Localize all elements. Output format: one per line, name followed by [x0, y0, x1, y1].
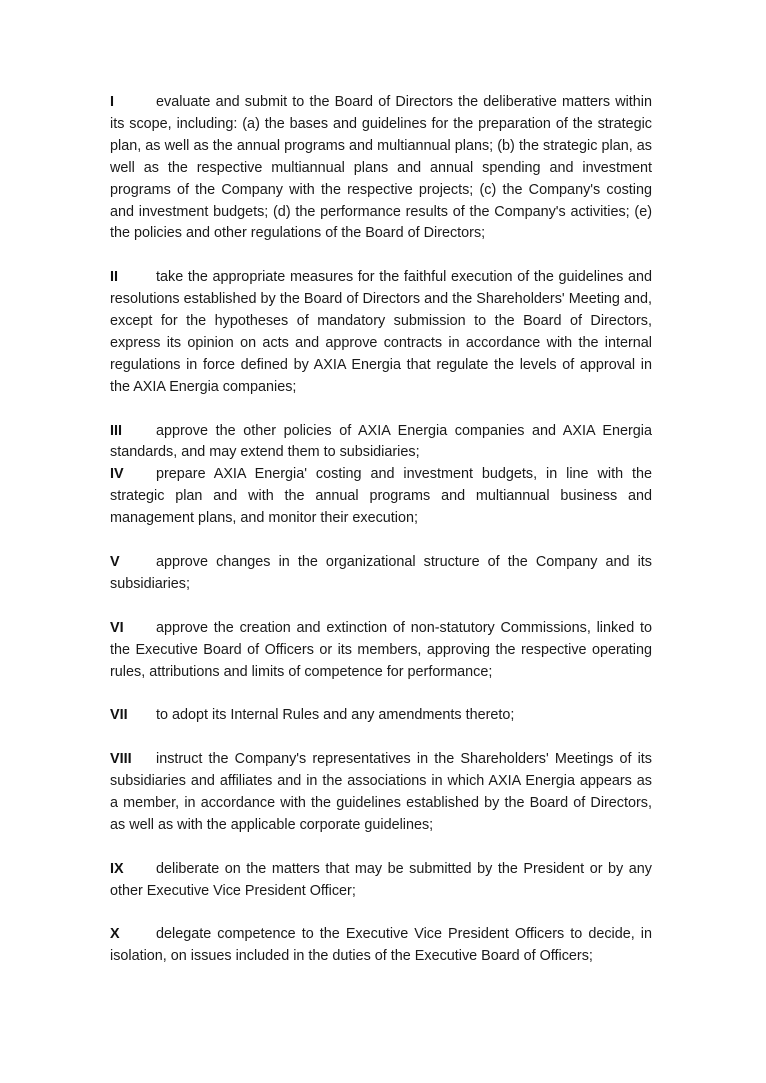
- clause-text: delegate competence to the Executive Vice President Officers to decide, in isolation, on issues included in the duties of the Executive Board of Officers;: [110, 926, 652, 965]
- clause-numeral: VIII: [110, 751, 132, 768]
- clause-text: approve changes in the organizational structure of the Company and its subsidiaries;: [110, 553, 652, 592]
- clause-x: [110, 924, 652, 968]
- clause-text: deliberate on the matters that may be submitted by the President or by any other Executive Vice President Officer;: [110, 860, 652, 899]
- clause-numeral: II: [110, 269, 118, 286]
- clause-vi: [110, 618, 652, 684]
- clause-numeral: IX: [110, 860, 124, 877]
- clause-vii: [110, 705, 652, 727]
- clause-text: approve the other policies of AXIA Energia companies and AXIA Energia standards, and may extend them to subsidiaries;: [110, 422, 652, 461]
- clause-viii: [110, 749, 652, 837]
- clause-numeral: X: [110, 926, 120, 943]
- clause-numeral: III: [110, 422, 122, 439]
- clause-numeral: VI: [110, 619, 124, 636]
- clause-text: approve the creation and extinction of non-statutory Commissions, linked to the Executive Board of Officers or its members, approving the respective operating rules, attributions and limits of competence for performance;: [110, 619, 652, 680]
- clause-iii: [110, 421, 652, 465]
- clause-ii: [110, 267, 652, 398]
- clause-v: [110, 552, 652, 596]
- clause-text: to adopt its Internal Rules and any amendments thereto;: [156, 707, 515, 724]
- clause-iv: [110, 464, 652, 530]
- clause-text: instruct the Company's representatives in the Shareholders' Meetings of its subsidiaries and affiliates and in the associations in which AXIA Energia appears as a member, in accordance with the guidelines established by the Board of Directors, as well as with the applicable corporate guidelines;: [110, 751, 652, 833]
- clause-text: take the appropriate measures for the faithful execution of the guidelines and resolutions established by the Board of Directors and the Shareholders' Meeting and, except for the hypotheses of mandatory submission to the Board of Directors, express its opinion on acts and approve contracts in accordance with the internal regulations in force defined by AXIA Energia that regulate the levels of approval in the AXIA Energia companies;: [110, 269, 652, 395]
- clause-numeral: I: [110, 94, 114, 110]
- clause-numeral: V: [110, 553, 120, 570]
- document-page: [110, 92, 652, 968]
- clause-i: [110, 92, 652, 245]
- clause-numeral: VII: [110, 707, 128, 724]
- clause-text: evaluate and submit to the Board of Directors the deliberative matters within its scope, including: (a) the bases and guidelines for the preparation of the strategic plan, as well as the annual programs and multiannual plans; (b) the strategic plan, as well as the respective multiannual plans and annual spending and investment programs of the Company with the respective projects; (c) the Company's costing and investment budgets; (d) the performance results of the Company's activities; (e) the policies and other regulations of the Board of Directors;: [110, 94, 652, 242]
- clause-numeral: IV: [110, 466, 124, 483]
- clause-ix: [110, 859, 652, 903]
- clause-text: prepare AXIA Energia' costing and investment budgets, in line with the strategic plan and with the annual programs and multiannual business and management plans, and monitor their execution;: [110, 466, 652, 527]
